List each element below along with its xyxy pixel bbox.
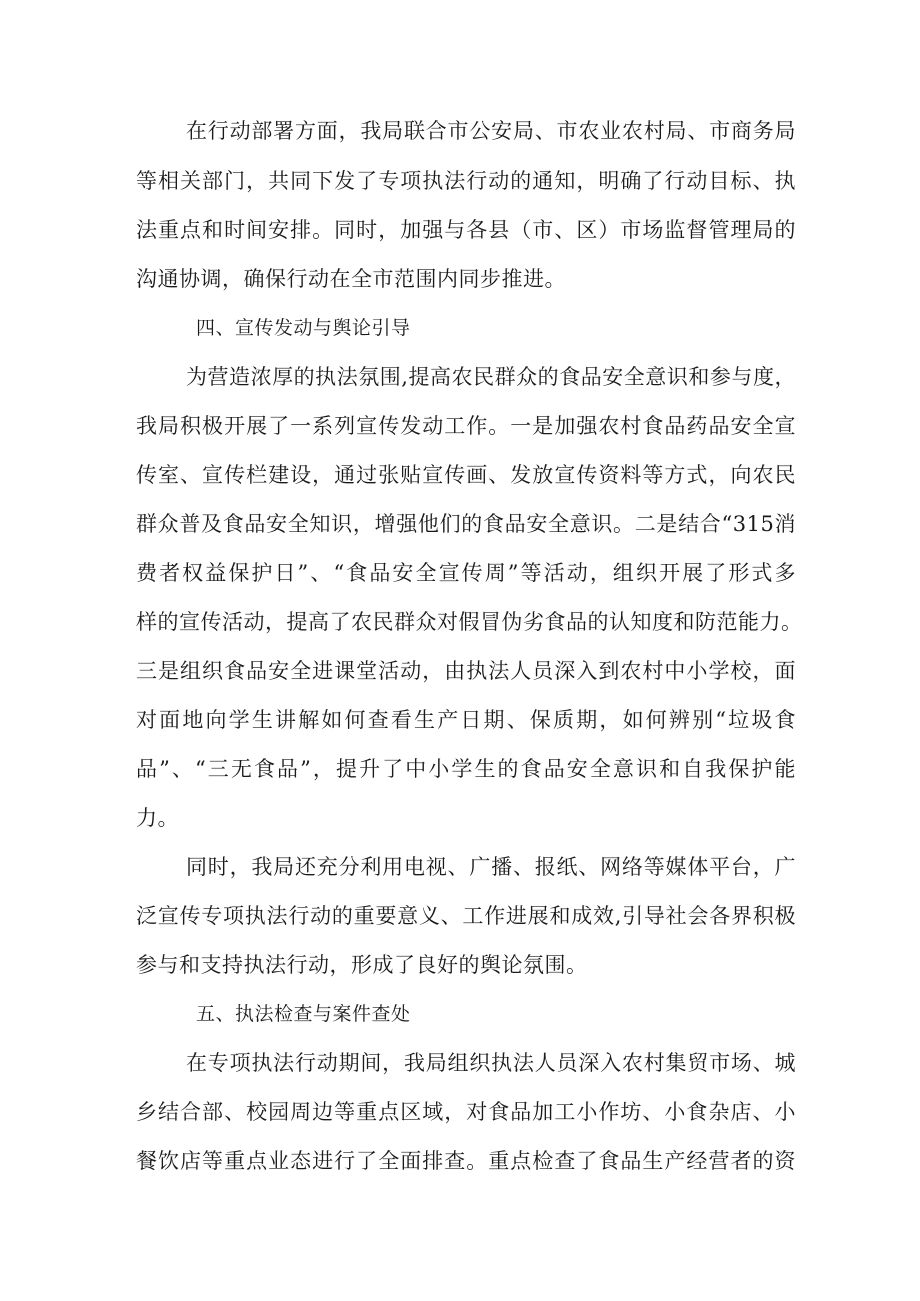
section-heading-four: 四、宣传发动与舆论引导 bbox=[196, 317, 411, 339]
paragraph-1-line-4: 沟通协调，确保行动在全市范围内同步推进。 bbox=[136, 267, 566, 291]
paragraph-2-line-3: 传室、宣传栏建设，通过张贴宣传画、发放宣传资料等方式，向农民 bbox=[136, 463, 796, 487]
section-heading-five: 五、执法检查与案件查处 bbox=[196, 1003, 411, 1025]
paragraph-2-line-9: 品”、“三无食品”，提升了中小学生的食品安全意识和自我保护能 bbox=[136, 757, 796, 781]
paragraph-1-line-3: 法重点和时间安排。同时，加强与各县（市、区）市场监督管理局的 bbox=[136, 218, 796, 242]
paragraph-2-line-4: 群众普及食品安全知识，增强他们的食品安全意识。二是结合“315消 bbox=[136, 512, 796, 536]
paragraph-3-line-2: 泛宣传专项执法行动的重要意义、工作进展和成效,引导社会各界积极 bbox=[136, 904, 796, 928]
paragraph-2-line-6: 样的宣传活动，提高了农民群众对假冒伪劣食品的认知度和防范能力。 bbox=[136, 610, 803, 634]
paragraph-4-line-3: 餐饮店等重点业态进行了全面排查。重点检查了食品生产经营者的资 bbox=[136, 1149, 796, 1173]
paragraph-2-line-7: 三是组织食品安全进课堂活动，由执法人员深入到农村中小学校，面 bbox=[136, 659, 796, 683]
paragraph-2-line-2: 我局积极开展了一系列宣传发动工作。一是加强农村食品药品安全宣 bbox=[136, 414, 796, 438]
paragraph-2-line-8: 对面地向学生讲解如何查看生产日期、保质期，如何辨别“垃圾食 bbox=[136, 708, 796, 732]
paragraph-1-line-1: 在行动部署方面，我局联合市公安局、市农业农村局、市商务局 bbox=[186, 119, 796, 143]
paragraph-2-line-1: 为营造浓厚的执法氛围,提高农民群众的食品安全意识和参与度， bbox=[186, 365, 796, 389]
paragraph-2-line-10: 力。 bbox=[136, 806, 179, 830]
paragraph-1-line-2: 等相关部门，共同下发了专项执法行动的通知，明确了行动目标、执 bbox=[136, 169, 796, 193]
paragraph-3-line-3: 参与和支持执法行动，形成了良好的舆论氛围。 bbox=[136, 953, 588, 977]
paragraph-4-line-2: 乡结合部、校园周边等重点区域，对食品加工小作坊、小食杂店、小 bbox=[136, 1100, 796, 1124]
paragraph-2-line-5: 费者权益保护日”、“食品安全宣传周”等活动，组织开展了形式多 bbox=[136, 561, 796, 585]
paragraph-4-line-1: 在专项执法行动期间，我局组织执法人员深入农村集贸市场、城 bbox=[186, 1051, 796, 1075]
paragraph-3-line-1: 同时，我局还充分利用电视、广播、报纸、网络等媒体平台，广 bbox=[186, 855, 796, 879]
